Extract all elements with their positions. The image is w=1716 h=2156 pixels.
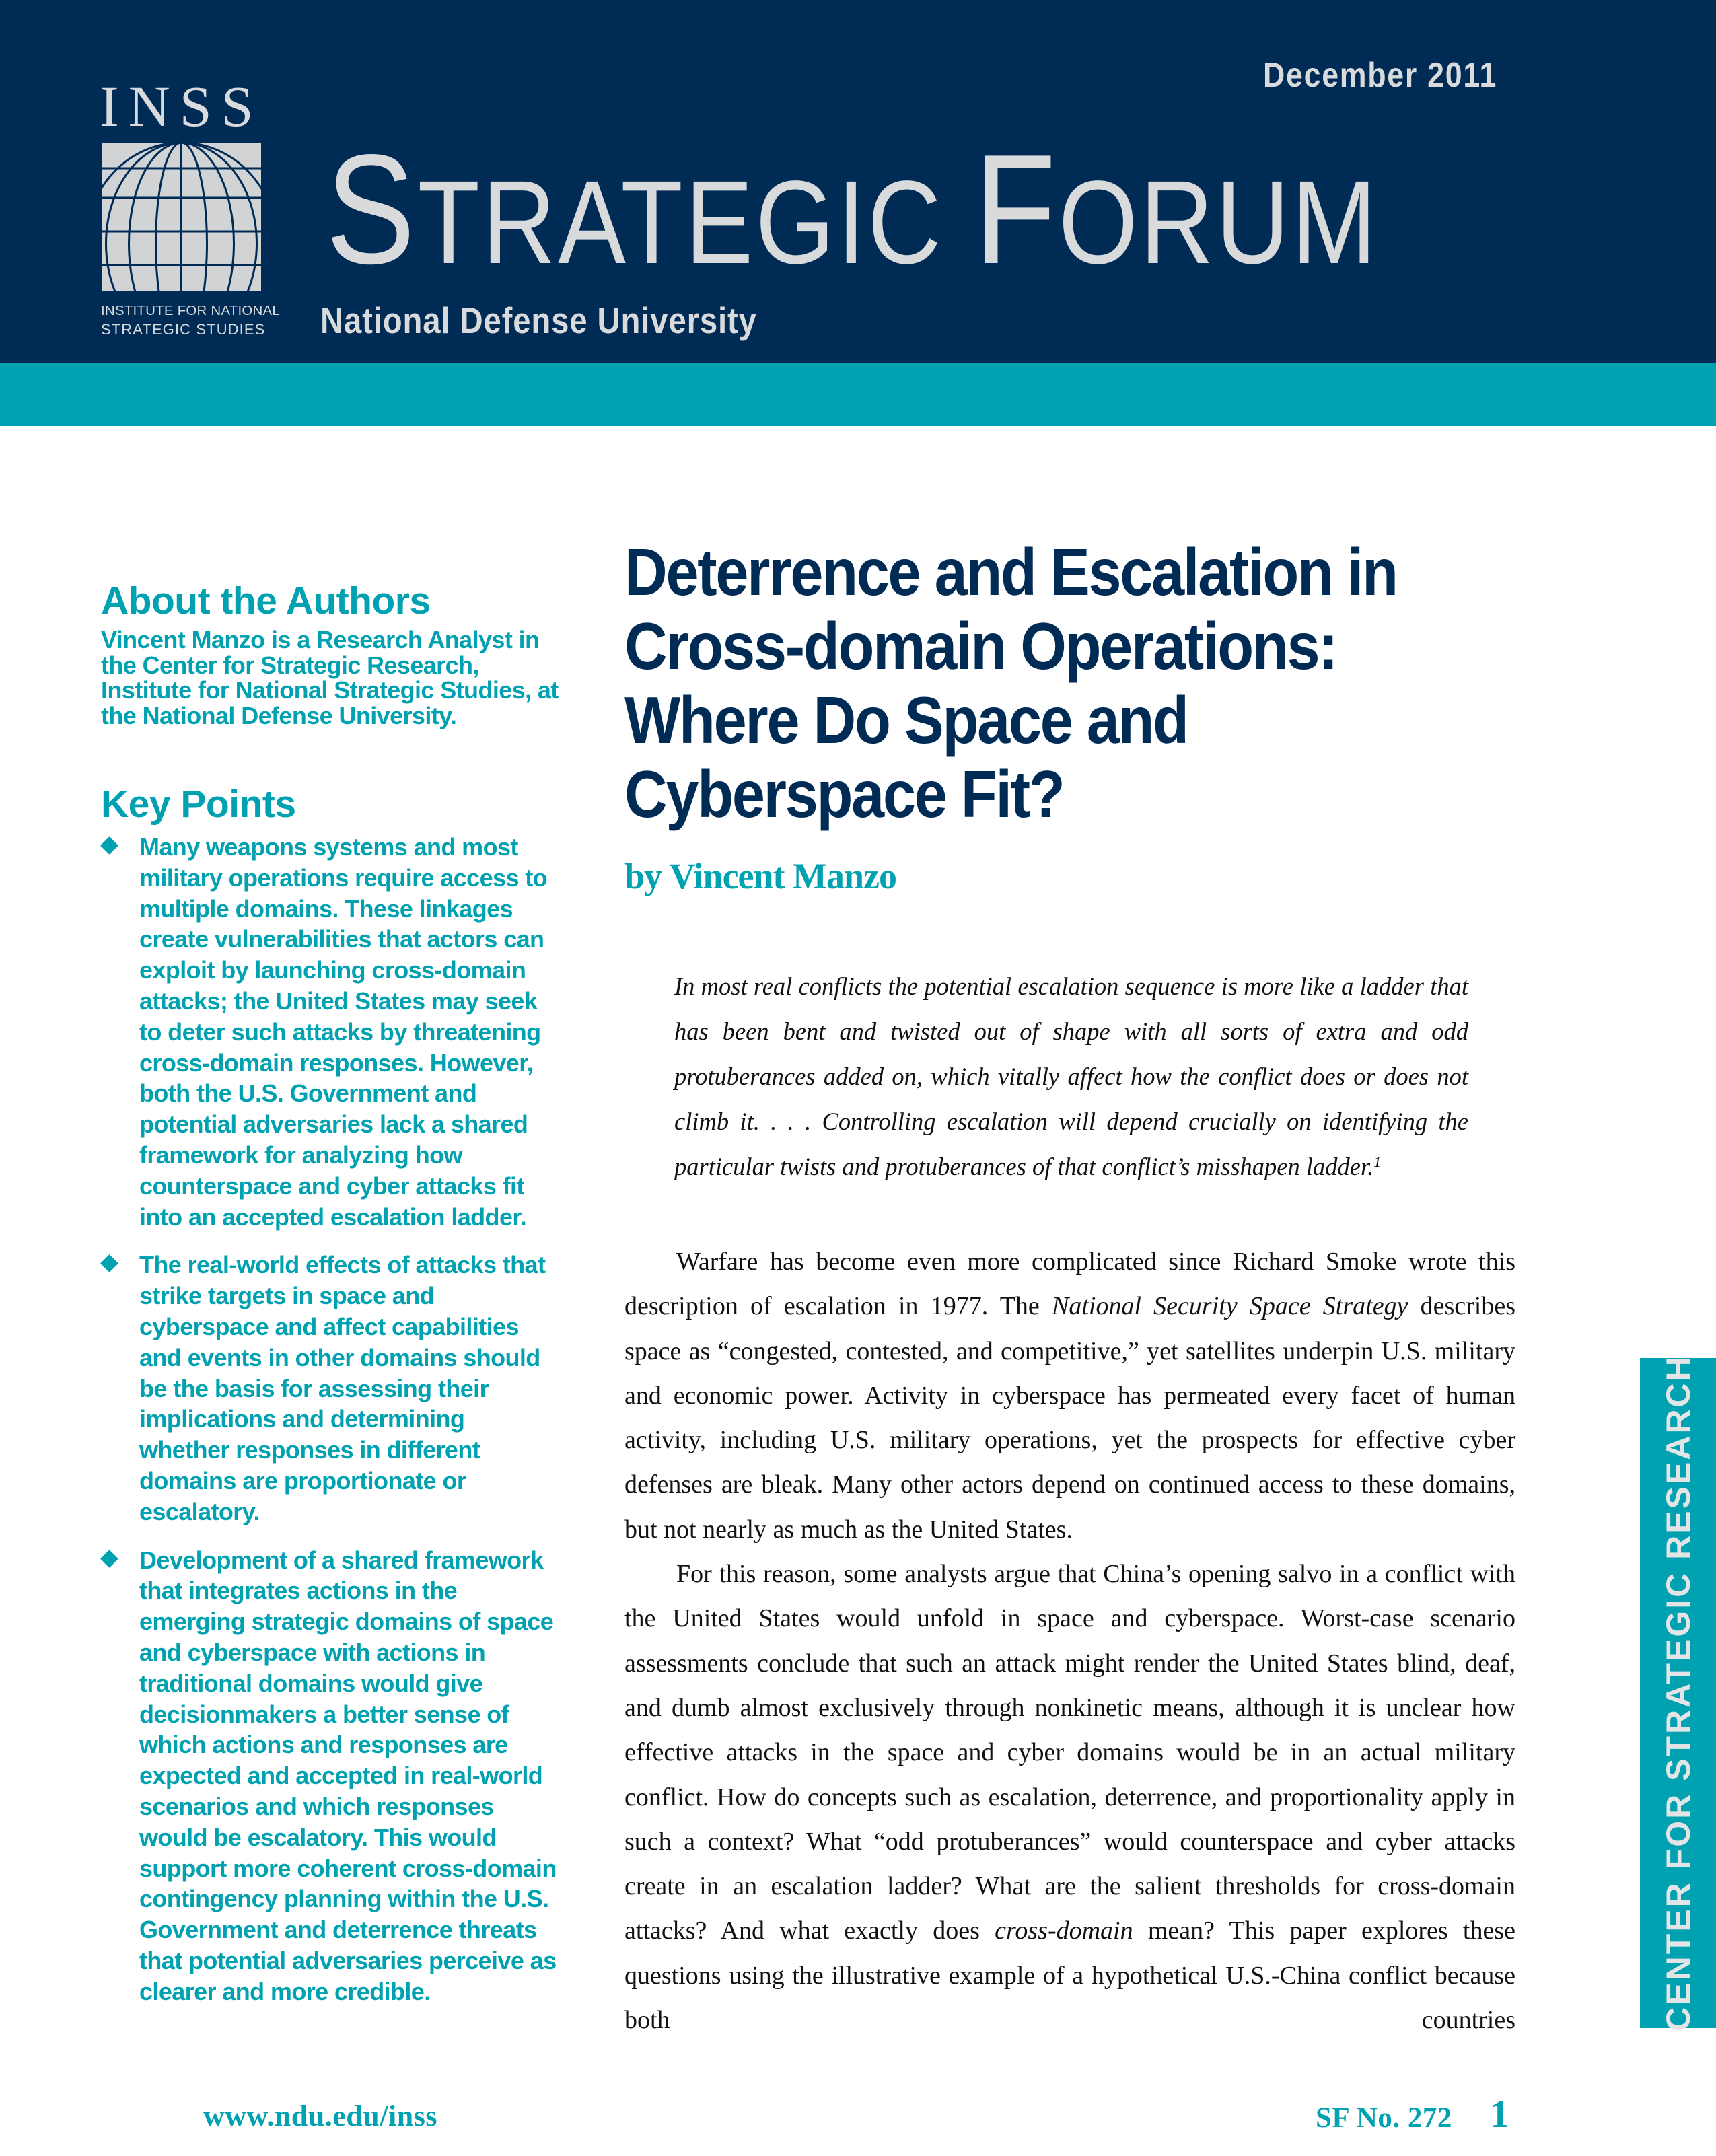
title-rest-2: ORUM (1058, 157, 1380, 289)
article-body (624, 1239, 1515, 2042)
globe-grid-icon (102, 143, 261, 291)
body-paragraph (624, 1239, 1515, 1552)
footer-website-link[interactable]: www.ndu.edu/inss (203, 2099, 437, 2132)
body-text-segment: describes space as “congested, contested, and competitive,” yet satellites underpin U.S. military and economic power. Activity in cyberspace has permeated every facet of human activity, including U.S. military operations, yet the prospects for effective cyber defenses are bleak. Many other actors depend on continued access to these domains, but not nearly as much as the United States. (624, 1292, 1515, 1544)
key-point-item (101, 832, 559, 1232)
key-point-item (101, 1545, 559, 2007)
inss-caption-line1: INSTITUTE FOR NATIONAL (101, 303, 280, 318)
diamond-bullet-icon (100, 836, 118, 855)
issue-date: December 2011 (1263, 56, 1498, 95)
footnote-marker: 1 (1373, 1153, 1382, 1170)
publisher-name: National Defense University (320, 299, 757, 341)
key-points-list (101, 832, 559, 2007)
epigraph-text: In most real conflicts the potential escalation sequence is more like a ladder that has been bent and twisted out of shape with all sorts of extra and odd protuberances added on, which vitally affect how the conflict does or does not climb it. . . . Controlling escalation will depend crucially on identifying the particular twists and protuberances of that conflict’s misshapen ladder. (674, 972, 1468, 1180)
key-point-text: Development of a shared framework that integrates actions in the emerging strategic domains of space and cyberspace with actions in traditional domains would give decisionmakers a better sense of which actions and responses are expected and accepted in real-world scenarios and which responses would be escalatory. This would support more coherent cross-domain contingency planning within the U.S. Government and deterrence threats that potential adversaries perceive as clearer and more credible. (139, 1546, 557, 2005)
key-point-text: Many weapons systems and most military operations require access to multiple domains. These linkages create vulnerabilities that actors can exploit by launching cross-domain attacks; the United States may seek to deter such attacks by threatening cross-domain responses. However, both the U.S. Government and potential adversaries lack a shared framework for analyzing how counterspace and cyber attacks fit into an accepted escalation ladder. (139, 833, 548, 1231)
body-italic-term: cross-domain (995, 1916, 1133, 1945)
article-header (624, 535, 1513, 831)
body-paragraph (624, 1552, 1515, 2042)
title-initial-1: S (326, 122, 418, 297)
diamond-bullet-icon (100, 1550, 118, 1568)
section-side-tab (1640, 1355, 1716, 2032)
key-point-item (101, 1250, 559, 1527)
diamond-bullet-icon (100, 1254, 118, 1272)
body-text-segment: Warfare has become even more complicated since Richard Smoke wrote this description of escalation in 1977. The (624, 1248, 1515, 1321)
body-text-segment: mean? This paper explores these questions using the illustrative example of a hypothetical U.S.-China conflict because both countries (624, 1916, 1515, 2035)
article-byline: by Vincent Manzo (624, 856, 897, 896)
about-authors-text: Vincent Manzo is a Research Analyst in the Center for Strategic Research, Institute for National Strategic Studies, at the National Defense University. (101, 626, 559, 729)
title-rest-1: TRATEGIC (417, 157, 944, 289)
title-initial-2: F (974, 122, 1059, 297)
key-point-text: The real-world effects of attacks that strike targets in space and cyberspace and affect capabilities and events in other domains should be the basis for assessing their implications and determining whether responses in different domains are proportionate or escalatory. (139, 1251, 546, 1525)
epigraph-quote (674, 964, 1468, 1189)
sidebar (101, 580, 559, 2024)
section-side-tab-label: CENTER FOR STRATEGIC RESEARCH (1659, 1355, 1697, 2032)
footer-series-number: SF No. 272 (1316, 2102, 1452, 2134)
footer-page-number: 1 (1490, 2092, 1509, 2136)
key-points-heading: Key Points (101, 783, 296, 826)
inss-caption-line2: STRATEGIC STUDIES (101, 321, 266, 338)
inss-wordmark: INSS (100, 74, 263, 139)
about-authors-heading: About the Authors (101, 579, 431, 622)
body-text-segment: For this reason, some analysts argue that China’s opening salvo in a conflict with the United States would unfold in space and cyberspace. Worst-case scenario assessments conclude that such an attack might render the United States blind, deaf, and dumb almost exclusively through nonkinetic means, although it is unclear how effective attacks in the space and cyber domains would be in an actual military conflict. How do concepts such as escalation, deterrence, and proportionality apply in such a context? What “odd protuberances” would counterspace and cyber attacks create in an escalation ladder? What are the salient thresholds for cross-domain attacks? And what exactly does (624, 1560, 1515, 1945)
publication-title (326, 122, 1380, 297)
body-italic-title: National Security Space Strategy (1051, 1292, 1408, 1321)
article-title: Deterrence and Escalation in Cross-domain Operations: Where Do Space and Cyberspace Fit? (624, 535, 1397, 831)
masthead-accent-band (0, 363, 1716, 426)
